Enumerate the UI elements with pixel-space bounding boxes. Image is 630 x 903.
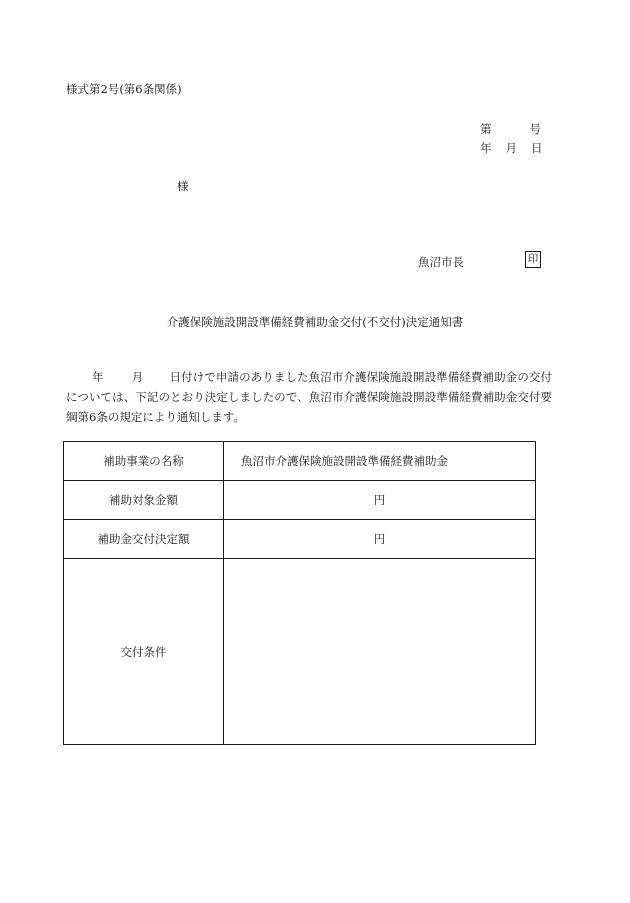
date-day: 日 — [531, 141, 543, 155]
row-label-conditions: 交付条件 — [64, 559, 224, 745]
grant-info-table — [63, 441, 536, 745]
body-text: 日付けで申請のありました魚沼市介護保険施設開設準備経費補助金の交付については、下記のとおり決定しましたので、魚沼市介護保険施設開設準備経費補助金交付要綱第6条の規定により通知します。 — [66, 370, 553, 424]
row-value-eligible-amount: 円 — [224, 481, 536, 520]
issuer-name: 魚沼市長 — [418, 255, 464, 269]
issue-date-line — [480, 140, 543, 156]
body-month: 月 — [131, 370, 144, 384]
row-label-project-name: 補助事業の名称 — [64, 442, 224, 481]
row-value-project-name: 魚沼市介護保険施設開設準備経費補助金 — [224, 442, 536, 481]
addressee-suffix: 様 — [177, 179, 189, 193]
seal-stamp-box: 印 — [525, 251, 541, 268]
table-row — [64, 559, 536, 745]
table-row — [64, 520, 536, 559]
form-label: 様式第2号(第6条関係) — [66, 82, 182, 96]
row-value-conditions — [224, 559, 536, 745]
date-year: 年 — [480, 141, 492, 155]
row-label-eligible-amount: 補助対象金額 — [64, 481, 224, 520]
number-prefix: 第 — [480, 122, 492, 136]
document-title: 介護保険施設開設準備経費補助金交付(不交付)決定通知書 — [166, 315, 464, 329]
table-row — [64, 481, 536, 520]
document-number-line — [480, 121, 541, 137]
row-label-decision-amount: 補助金交付決定額 — [64, 520, 224, 559]
number-suffix: 号 — [529, 122, 541, 136]
table-row — [64, 442, 536, 481]
body-paragraph — [66, 367, 552, 427]
row-value-decision-amount: 円 — [224, 520, 536, 559]
body-year: 年 — [92, 370, 104, 384]
date-month: 月 — [505, 141, 517, 155]
